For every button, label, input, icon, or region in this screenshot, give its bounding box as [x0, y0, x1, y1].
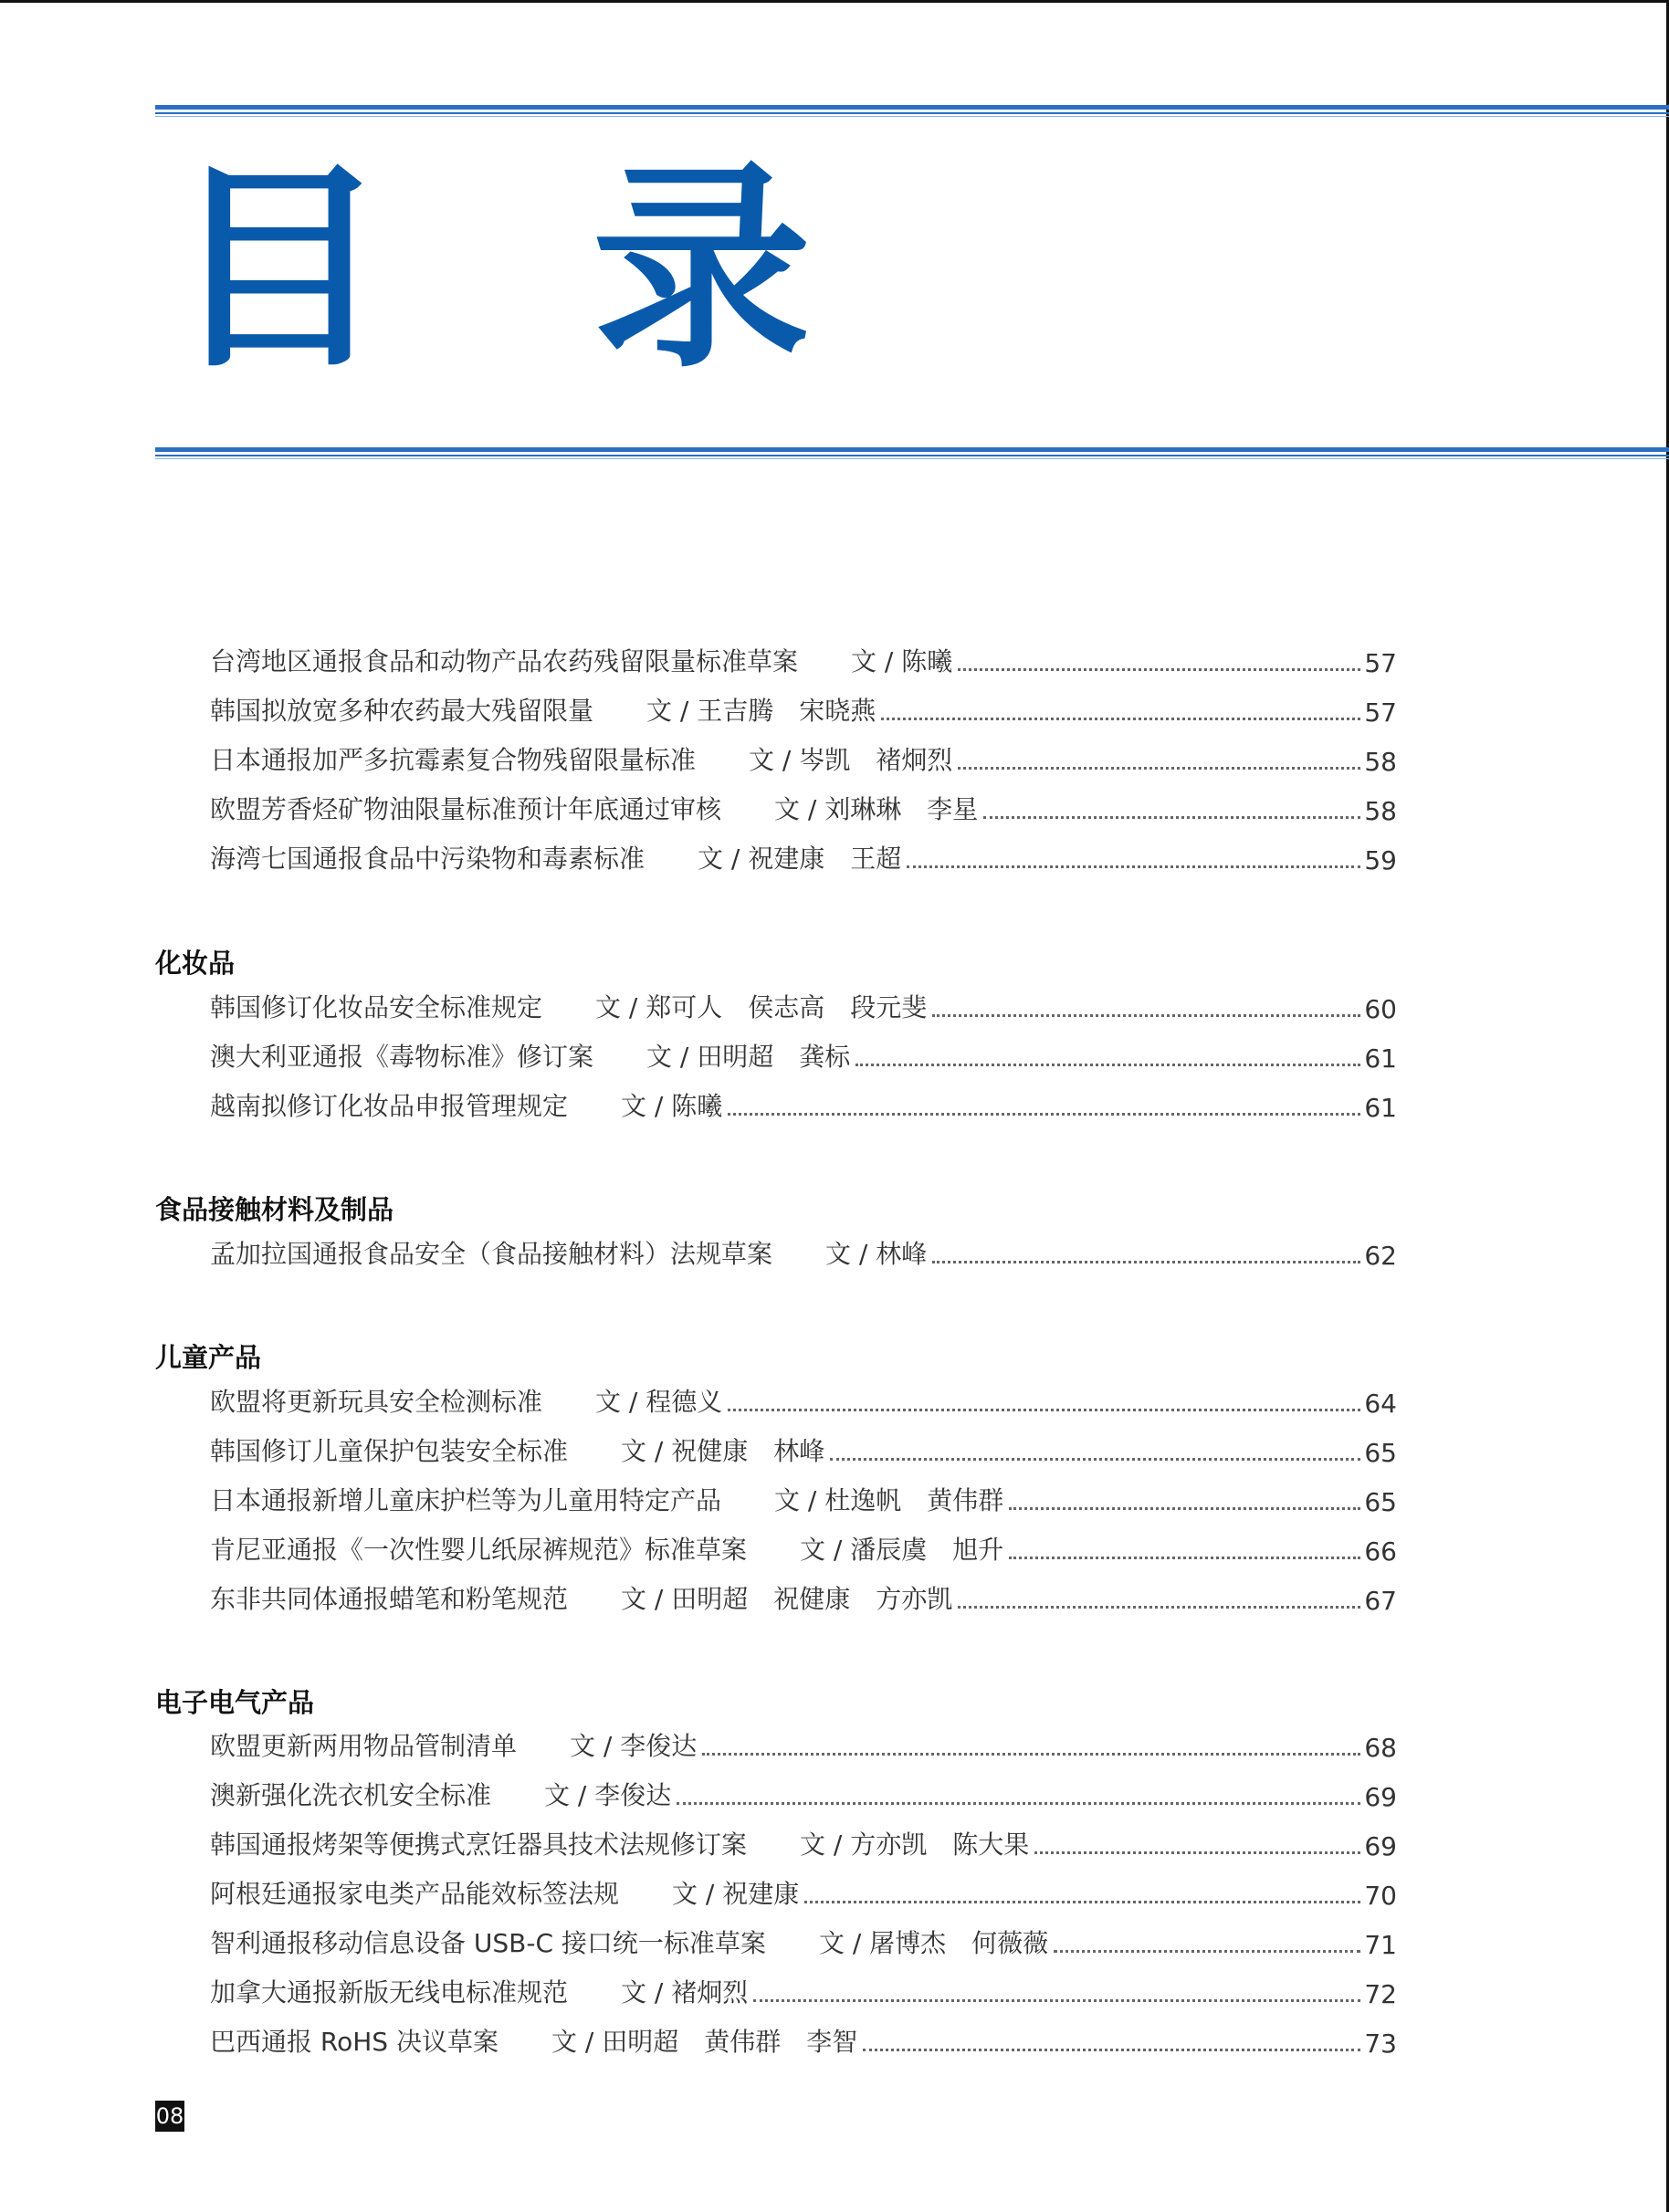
dot-leader — [1009, 1507, 1360, 1510]
entry-author: 文 / 潘辰虞 旭升 — [800, 1535, 1004, 1565]
toc-entry[interactable] — [210, 1382, 1397, 1419]
entry-title: 日本通报加严多抗霉素复合物残留限量标准 — [210, 745, 697, 775]
toc-entry[interactable] — [210, 1825, 1397, 1861]
entry-author: 文 / 屠博杰 何薇薇 — [818, 1928, 1049, 1958]
toc-entry[interactable] — [210, 790, 1397, 826]
entry-page-number: 61 — [1364, 1043, 1397, 1074]
entry-author: 文 / 程德义 — [595, 1387, 723, 1417]
entry-page-number: 67 — [1364, 1586, 1397, 1616]
entry-page-number: 59 — [1364, 845, 1397, 875]
section-heading: 食品接触材料及制品 — [155, 1194, 394, 1225]
toc-entry[interactable] — [210, 691, 1397, 728]
entry-title: 韩国拟放宽多种农药最大残留限量 — [210, 696, 594, 726]
entry-page-number: 57 — [1364, 648, 1397, 678]
entry-page-number: 66 — [1364, 1536, 1397, 1567]
page-title: 目 录 — [169, 142, 876, 397]
entry-author: 文 / 田明超 祝健康 方亦凯 — [621, 1584, 953, 1614]
entry-page-number: 71 — [1364, 1930, 1397, 1960]
entry-page-number: 65 — [1364, 1487, 1397, 1517]
dot-leader — [702, 1753, 1360, 1756]
section-heading: 儿童产品 — [155, 1342, 262, 1373]
entry-author: 文 / 王吉腾 宋晓燕 — [646, 696, 876, 726]
toc-entry[interactable] — [210, 2022, 1397, 2059]
dot-leader — [855, 1064, 1360, 1066]
dot-leader — [881, 718, 1360, 720]
dot-leader — [863, 2049, 1360, 2051]
entry-title: 韩国修订化妆品安全标准规定 — [210, 992, 543, 1022]
entry-page-number: 70 — [1364, 1881, 1397, 1911]
toc-entry[interactable] — [210, 1234, 1397, 1271]
entry-page-number: 65 — [1364, 1438, 1397, 1468]
entry-page-number: 73 — [1364, 2029, 1397, 2059]
page-number: 08 — [155, 2101, 184, 2132]
dot-leader — [728, 1409, 1360, 1411]
section-heading: 化妆品 — [155, 948, 236, 979]
entry-title: 阿根廷通报家电类产品能效标签法规 — [210, 1879, 620, 1909]
entry-title: 欧盟芳香烃矿物油限量标准预计年底通过审核 — [210, 794, 722, 824]
entry-page-number: 58 — [1364, 796, 1397, 826]
entry-author: 文 / 祝健康 林峰 — [621, 1436, 825, 1466]
toc-entry[interactable] — [210, 642, 1397, 678]
toc-entry[interactable] — [210, 1431, 1397, 1468]
entry-author: 文 / 褚炯烈 — [621, 1977, 749, 2008]
toc-entry[interactable] — [210, 1530, 1397, 1567]
dot-leader — [958, 767, 1360, 770]
dot-leader — [983, 816, 1360, 819]
toc-entry[interactable] — [210, 1726, 1397, 1763]
dot-leader — [907, 865, 1360, 868]
entry-author: 文 / 方亦凯 陈大果 — [800, 1829, 1030, 1860]
entry-title: 韩国修订儿童保护包装安全标准 — [210, 1436, 569, 1466]
entry-title: 澳新强化洗衣机安全标准 — [210, 1780, 492, 1810]
entry-title: 欧盟更新两用物品管制清单 — [210, 1731, 518, 1761]
entry-author: 文 / 陈曦 — [621, 1091, 723, 1121]
entry-title: 日本通报新增儿童床护栏等为儿童用特定产品 — [210, 1485, 722, 1515]
dot-leader — [932, 1014, 1360, 1017]
entry-author: 文 / 李俊达 — [570, 1731, 698, 1761]
dot-leader — [677, 1802, 1360, 1805]
entry-author: 文 / 岑凯 褚炯烈 — [749, 745, 953, 775]
entry-title: 澳大利亚通报《毒物标准》修订案 — [210, 1042, 594, 1072]
dot-leader — [1009, 1557, 1360, 1559]
entry-title: 台湾地区通报食品和动物产品农药残留限量标准草案 — [210, 646, 799, 676]
entry-author: 文 / 祝建康 王超 — [698, 844, 902, 874]
entry-page-number: 61 — [1364, 1093, 1397, 1123]
entry-page-number: 68 — [1364, 1733, 1397, 1763]
dot-leader — [804, 1901, 1360, 1903]
dot-leader — [753, 1999, 1360, 2002]
entry-page-number: 62 — [1364, 1241, 1397, 1271]
entry-author: 文 / 田明超 黄伟群 李智 — [551, 2027, 858, 2057]
dot-leader — [958, 668, 1360, 671]
dot-leader — [830, 1458, 1360, 1461]
dot-leader — [1054, 1950, 1360, 1953]
dot-leader — [958, 1606, 1360, 1609]
toc-entry[interactable] — [210, 1579, 1397, 1616]
entry-author: 文 / 李俊达 — [544, 1780, 672, 1810]
toc-entry[interactable] — [210, 1924, 1397, 1960]
entry-title: 巴西通报 RoHS 决议草案 — [210, 2027, 499, 2057]
entry-author: 文 / 田明超 龚标 — [646, 1042, 851, 1072]
toc-entry[interactable] — [210, 1874, 1397, 1911]
toc-entry[interactable] — [210, 1037, 1397, 1074]
dot-leader — [1034, 1851, 1360, 1854]
entry-title: 东非共同体通报蜡笔和粉笔规范 — [210, 1584, 569, 1614]
toc-entry[interactable] — [210, 839, 1397, 875]
entry-author: 文 / 林峰 — [825, 1239, 928, 1269]
entry-title: 孟加拉国通报食品安全（食品接触材料）法规草案 — [210, 1239, 773, 1269]
toc-entry[interactable] — [210, 1481, 1397, 1517]
toc-entry[interactable] — [210, 1776, 1397, 1812]
entry-title: 智利通报移动信息设备 USB-C 接口统一标准草案 — [210, 1928, 766, 1958]
entry-page-number: 69 — [1364, 1782, 1397, 1812]
entry-page-number: 60 — [1364, 994, 1397, 1024]
entry-page-number: 64 — [1364, 1389, 1397, 1419]
entry-author: 文 / 杜逸帆 黄伟群 — [774, 1485, 1004, 1515]
entry-title: 肯尼亚通报《一次性婴儿纸尿裤规范》标准草案 — [210, 1535, 748, 1565]
toc-entry[interactable] — [210, 1086, 1397, 1123]
entry-author: 文 / 陈曦 — [851, 646, 953, 676]
entry-title: 韩国通报烤架等便携式烹饪器具技术法规修订案 — [210, 1829, 748, 1860]
entry-title: 海湾七国通报食品中污染物和毒素标准 — [210, 844, 646, 874]
toc-entry[interactable] — [210, 740, 1397, 777]
entry-author: 文 / 郑可人 侯志高 段元斐 — [595, 992, 928, 1022]
entry-author: 文 / 祝建康 — [672, 1879, 800, 1909]
entry-title: 加拿大通报新版无线电标准规范 — [210, 1977, 569, 2008]
section-heading: 电子电气产品 — [155, 1687, 315, 1718]
entry-page-number: 72 — [1364, 1979, 1397, 2009]
entry-page-number: 58 — [1364, 747, 1397, 777]
dot-leader — [728, 1113, 1360, 1116]
toc-entry[interactable] — [210, 1973, 1397, 2009]
dot-leader — [932, 1261, 1360, 1263]
entry-page-number: 69 — [1364, 1831, 1397, 1861]
toc-entry[interactable] — [210, 988, 1397, 1024]
entry-page-number: 57 — [1364, 697, 1397, 728]
entry-title: 欧盟将更新玩具安全检测标准 — [210, 1387, 543, 1417]
entry-title: 越南拟修订化妆品申报管理规定 — [210, 1091, 569, 1121]
entry-author: 文 / 刘琳琳 李星 — [774, 794, 979, 824]
